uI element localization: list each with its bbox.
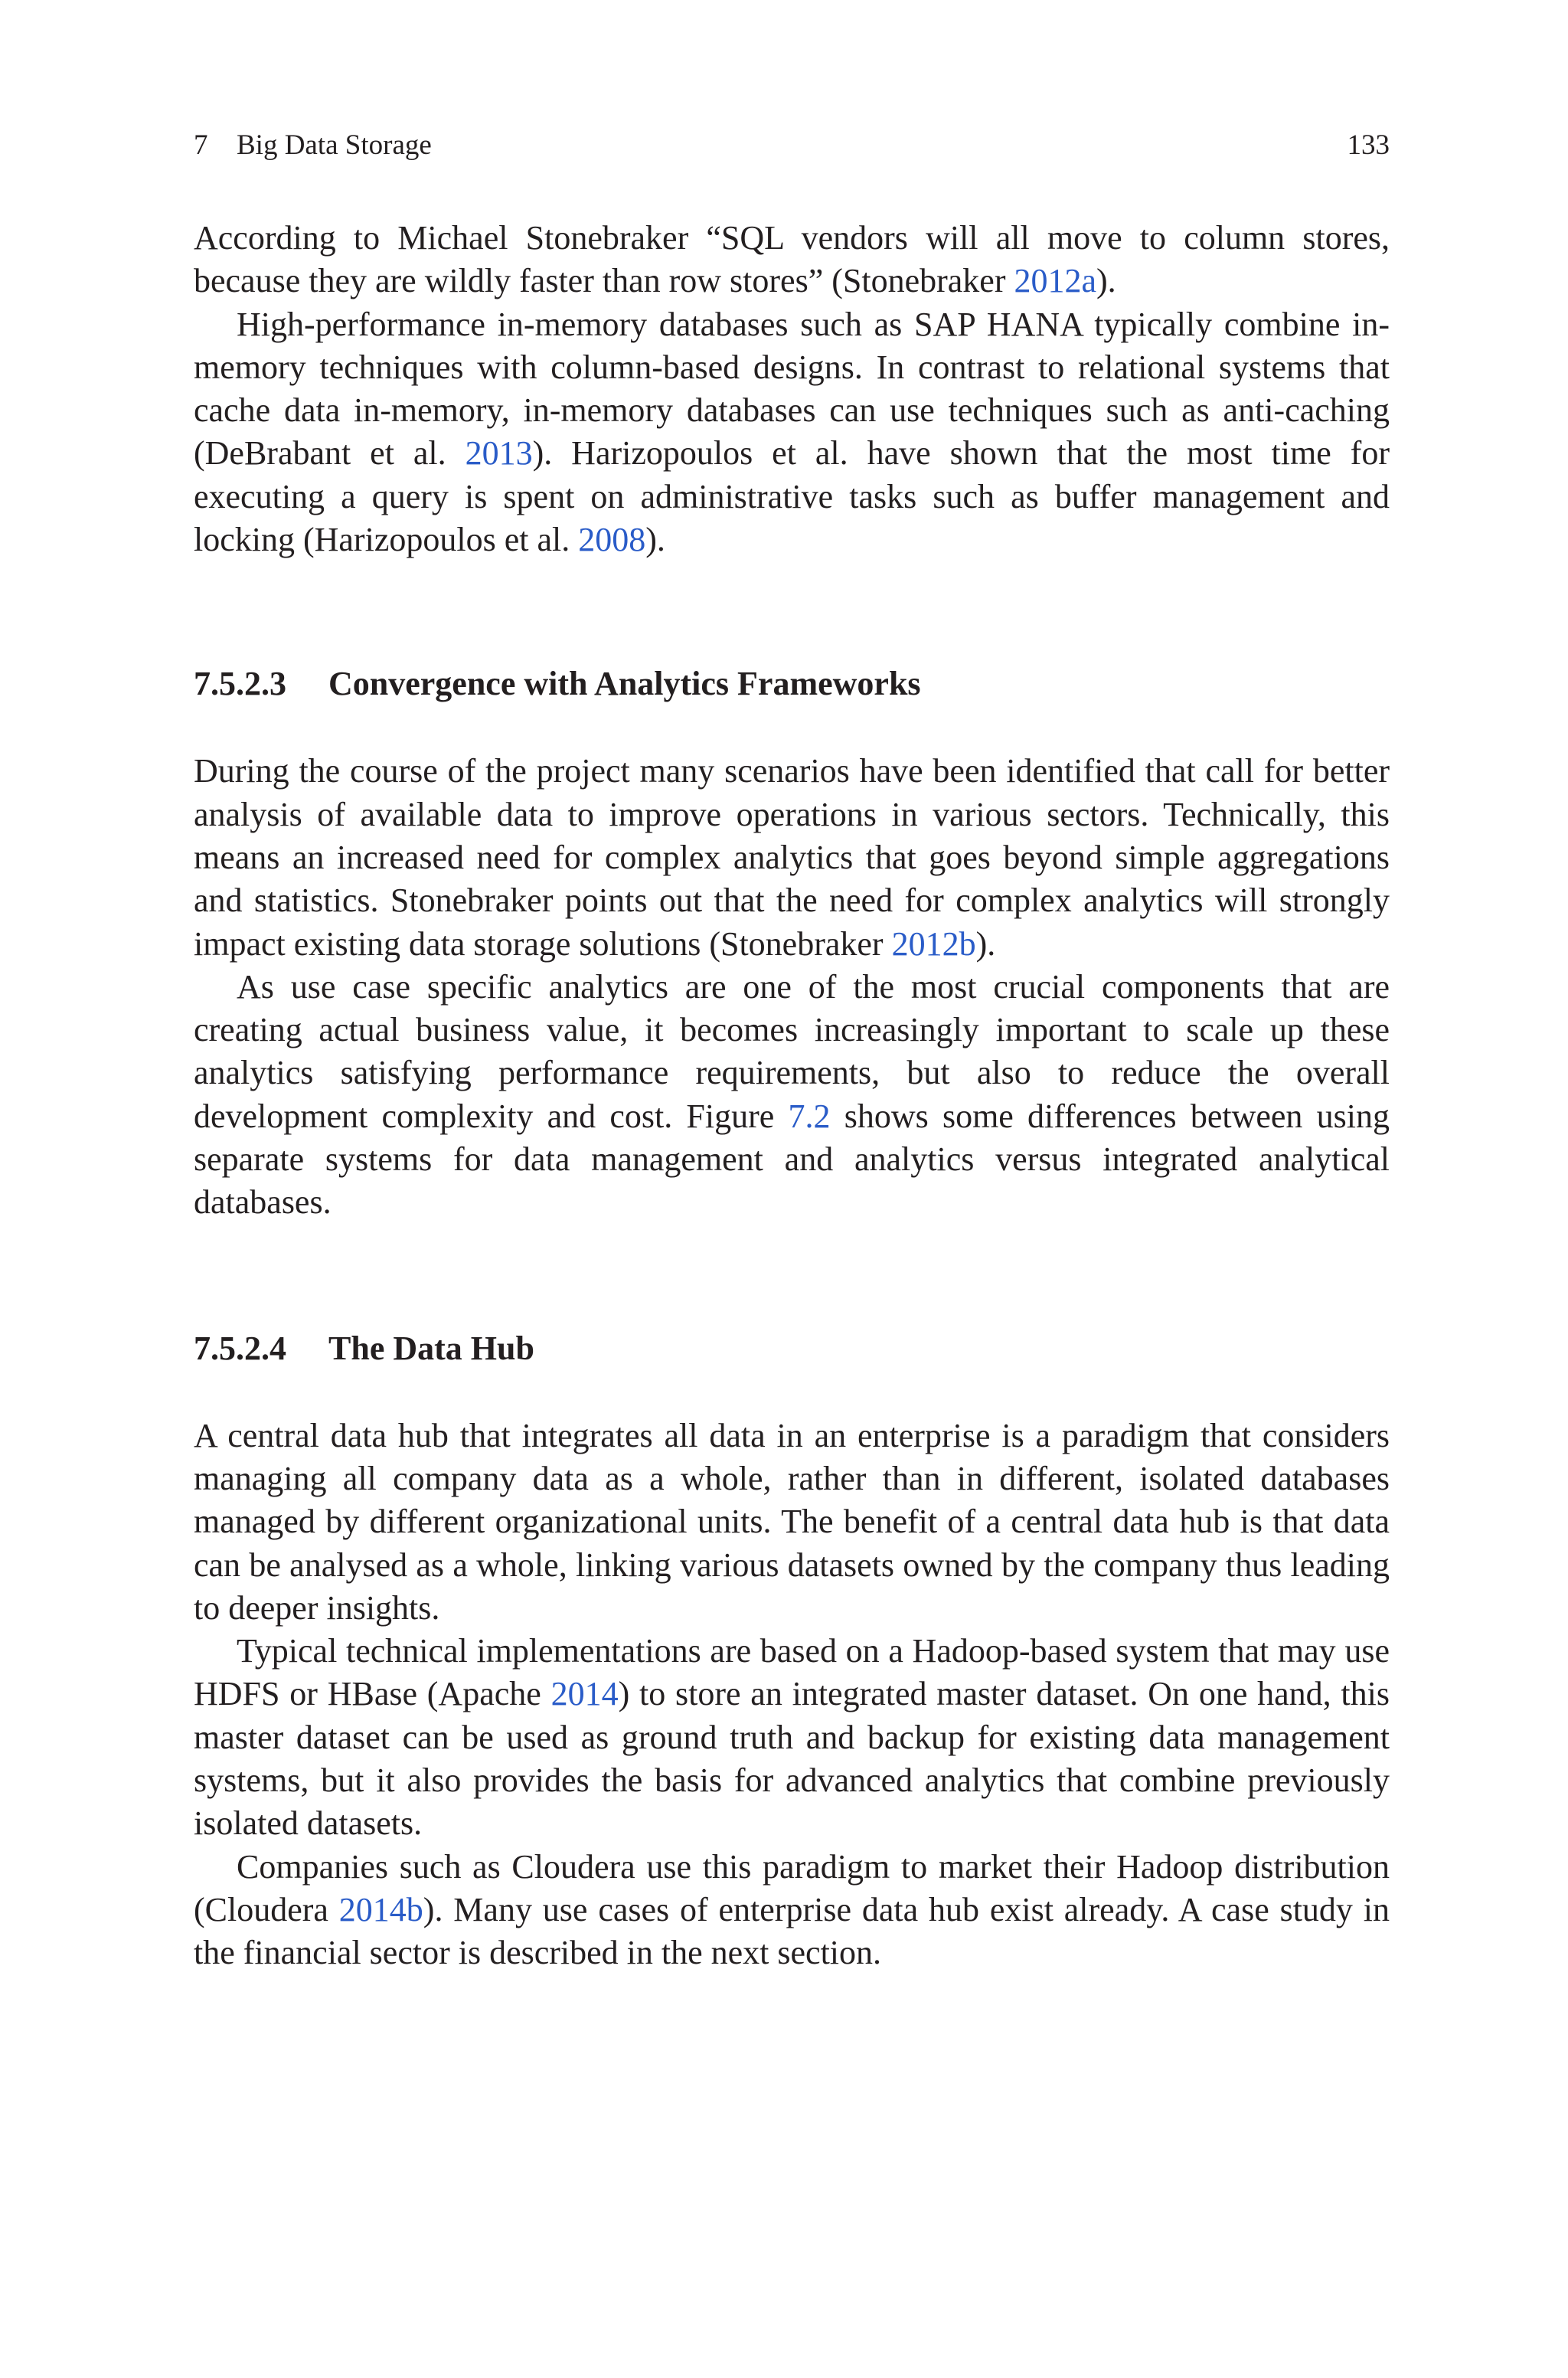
chapter-number: 7	[194, 129, 208, 161]
chapter-title: Big Data Storage	[237, 129, 432, 161]
paragraph-1-text-1: According to Michael Stonebraker “SQL vendors will all move to column stores, because they are wildly faster than row stores” (Stonebraker	[194, 219, 1390, 300]
section-title: Convergence with Analytics Frameworks	[328, 665, 921, 703]
section-heading-7-5-2-4	[194, 1327, 1390, 1370]
paragraph-5	[194, 1415, 1390, 1630]
paragraph-2-text-3: ).	[645, 521, 665, 559]
paragraph-3-text-2: ).	[975, 924, 996, 963]
paragraph-2-text-1: High-performance in-memory databases such as SAP HANA typically combine in-memory techniques with column-based designs. In contrast to relational systems that cache data in-memory, in-memory databases can use techniques such as anti-caching (DeBrabant et al.	[194, 305, 1390, 473]
citation-debrabant-2013[interactable]: 2013	[465, 434, 533, 473]
citation-stonebraker-2012b[interactable]: 2012b	[891, 924, 976, 963]
citation-harizopoulos-2008[interactable]: 2008	[578, 521, 646, 559]
section-number: 7.5.2.4	[194, 1329, 286, 1367]
paragraph-7-text-2: ). Many use cases of enterprise data hub exist already. A case study in the financial sector is described in the next section.	[194, 1890, 1390, 1972]
paragraph-5-text-1: A central data hub that integrates all data in an enterprise is a paradigm that considers managing all company data as a whole, rather than in different, isolated databases managed by different organizational units. The benefit of a central data hub is that data can be analysed as a whole, linking various datasets owned by the company thus leading to deeper insights.	[194, 1416, 1390, 1627]
paragraph-6-text-1: Typical technical implementations are based on a Hadoop-based system that may use HDFS or HBase (Apache	[194, 1632, 1390, 1713]
citation-apache-2014[interactable]: 2014	[550, 1675, 619, 1713]
paragraph-4-text-1: As use case specific analytics are one of the most crucial components that are creating actual business value, it becomes increasingly important to scale up these analytics satisfying performance requirements, but also to reduce the overall development complexity and cost. Figure	[194, 967, 1390, 1135]
paragraph-2	[194, 303, 1390, 562]
body-text	[194, 217, 1390, 1975]
paragraph-1	[194, 217, 1390, 303]
paragraph-1-text-2: ).	[1096, 262, 1116, 300]
section-number: 7.5.2.3	[194, 665, 286, 703]
paragraph-2-text-2: ). Harizopoulos et al. have shown that the most time for executing a query is spent on administrative tasks such as buffer management and locking (Harizopoulos et al.	[194, 434, 1390, 559]
section-heading-7-5-2-3	[194, 662, 1390, 705]
page-number: 133	[1347, 129, 1390, 161]
paragraph-7	[194, 1846, 1390, 1975]
paragraph-3	[194, 750, 1390, 965]
paragraph-4	[194, 966, 1390, 1225]
paragraph-6	[194, 1630, 1390, 1845]
citation-stonebraker-2012a[interactable]: 2012a	[1014, 262, 1096, 300]
paragraph-4-text-2: shows some differences between using separate systems for data management and analytics versus integrated analytical databases.	[194, 1097, 1390, 1222]
running-head	[194, 123, 1390, 168]
figure-link-7-2[interactable]: 7.2	[788, 1097, 831, 1135]
paragraph-6-text-2: ) to store an integrated master dataset. On one hand, this master dataset can be used as ground truth and backup for existing data management systems, but it also provides the basis for advanced analytics that combine previously isolated datasets.	[194, 1675, 1390, 1843]
paragraph-3-text-1: During the course of the project many scenarios have been identified that call for better analysis of available data to improve operations in various sectors. Technically, this means an increased need for complex analytics that goes beyond simple aggregations and statistics. Stonebraker points out that the need for complex analytics will strongly impact existing data storage solutions (Stonebraker	[194, 752, 1390, 963]
citation-cloudera-2014b[interactable]: 2014b	[338, 1890, 423, 1928]
paragraph-7-text-1: Companies such as Cloudera use this paradigm to market their Hadoop distribution (Cloudera	[194, 1847, 1390, 1928]
section-title: The Data Hub	[328, 1329, 534, 1367]
page	[194, 123, 1390, 1975]
